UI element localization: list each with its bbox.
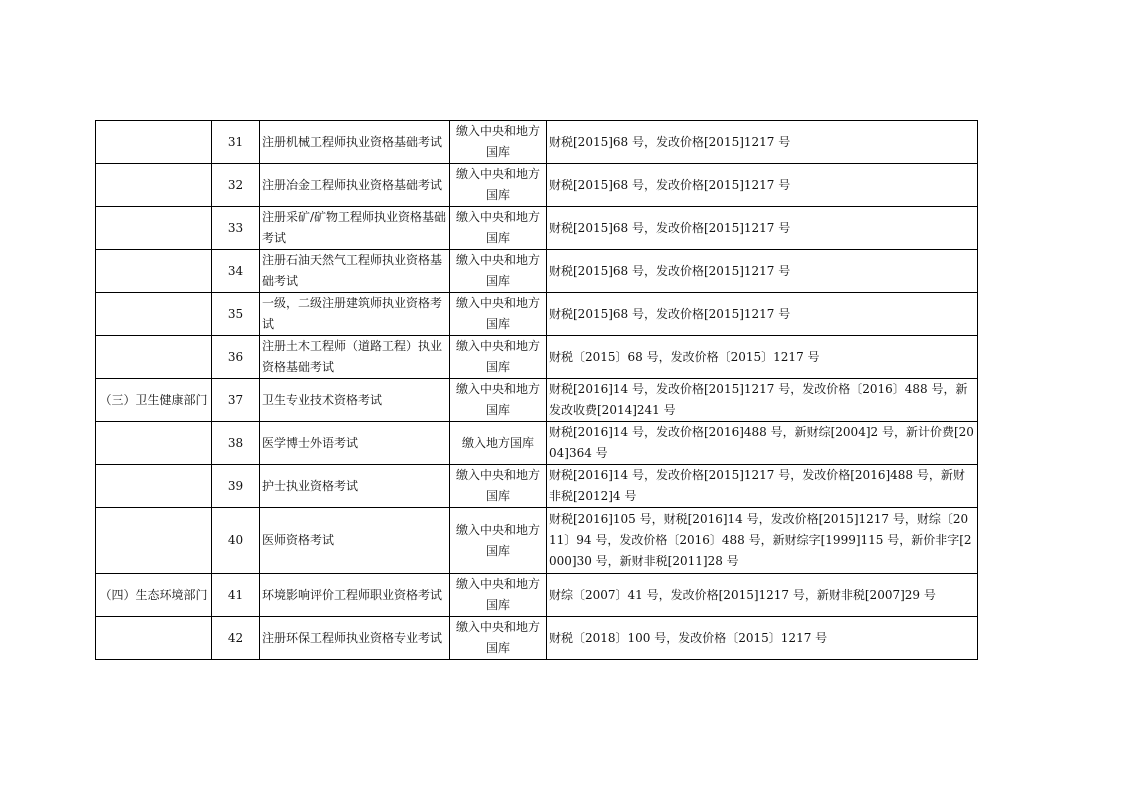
treasury-cell: 缴入地方国库 bbox=[450, 422, 547, 465]
table-row bbox=[96, 574, 978, 617]
table-row bbox=[96, 293, 978, 336]
department-cell bbox=[96, 617, 212, 660]
serial-number-cell: 38 bbox=[212, 422, 260, 465]
fee-table bbox=[95, 120, 978, 660]
treasury-cell: 缴入中央和地方国库 bbox=[450, 574, 547, 617]
serial-number-cell: 37 bbox=[212, 379, 260, 422]
department-cell bbox=[96, 336, 212, 379]
fee-table-body bbox=[96, 121, 978, 660]
treasury-cell: 缴入中央和地方国库 bbox=[450, 336, 547, 379]
serial-number-cell: 32 bbox=[212, 164, 260, 207]
exam-name-cell: 注册石油天然气工程师执业资格基础考试 bbox=[260, 250, 450, 293]
treasury-cell: 缴入中央和地方国库 bbox=[450, 379, 547, 422]
table-row bbox=[96, 164, 978, 207]
serial-number-cell: 34 bbox=[212, 250, 260, 293]
treasury-cell: 缴入中央和地方国库 bbox=[450, 617, 547, 660]
exam-name-cell: 注册采矿/矿物工程师执业资格基础考试 bbox=[260, 207, 450, 250]
serial-number-cell: 35 bbox=[212, 293, 260, 336]
table-row bbox=[96, 617, 978, 660]
table-row bbox=[96, 207, 978, 250]
exam-name-cell: 医师资格考试 bbox=[260, 508, 450, 574]
exam-name-cell: 卫生专业技术资格考试 bbox=[260, 379, 450, 422]
policy-basis-cell: 财税〔2018〕100 号，发改价格〔2015〕1217 号 bbox=[547, 617, 978, 660]
department-cell bbox=[96, 164, 212, 207]
table-row bbox=[96, 465, 978, 508]
exam-name-cell: 医学博士外语考试 bbox=[260, 422, 450, 465]
treasury-cell: 缴入中央和地方国库 bbox=[450, 293, 547, 336]
department-cell bbox=[96, 293, 212, 336]
treasury-cell: 缴入中央和地方国库 bbox=[450, 465, 547, 508]
department-cell bbox=[96, 121, 212, 164]
serial-number-cell: 42 bbox=[212, 617, 260, 660]
table-row bbox=[96, 121, 978, 164]
policy-basis-cell: 财税[2015]68 号，发改价格[2015]1217 号 bbox=[547, 207, 978, 250]
department-cell: （四）生态环境部门 bbox=[96, 574, 212, 617]
treasury-cell: 缴入中央和地方国库 bbox=[450, 207, 547, 250]
table-row bbox=[96, 422, 978, 465]
exam-name-cell: 注册机械工程师执业资格基础考试 bbox=[260, 121, 450, 164]
serial-number-cell: 33 bbox=[212, 207, 260, 250]
table-row bbox=[96, 379, 978, 422]
policy-basis-cell: 财税[2015]68 号，发改价格[2015]1217 号 bbox=[547, 250, 978, 293]
department-cell: （三）卫生健康部门 bbox=[96, 379, 212, 422]
treasury-cell: 缴入中央和地方国库 bbox=[450, 508, 547, 574]
policy-basis-cell: 财税[2016]14 号，发改价格[2015]1217 号，发改价格〔2016〕488 号，新发改收费[2014]241 号 bbox=[547, 379, 978, 422]
table-row bbox=[96, 250, 978, 293]
treasury-cell: 缴入中央和地方国库 bbox=[450, 250, 547, 293]
treasury-cell: 缴入中央和地方国库 bbox=[450, 121, 547, 164]
serial-number-cell: 31 bbox=[212, 121, 260, 164]
policy-basis-cell: 财税[2015]68 号，发改价格[2015]1217 号 bbox=[547, 293, 978, 336]
serial-number-cell: 36 bbox=[212, 336, 260, 379]
exam-name-cell: 护士执业资格考试 bbox=[260, 465, 450, 508]
policy-basis-cell: 财税[2015]68 号，发改价格[2015]1217 号 bbox=[547, 164, 978, 207]
department-cell bbox=[96, 508, 212, 574]
policy-basis-cell: 财综〔2007〕41 号，发改价格[2015]1217 号，新财非税[2007]29 号 bbox=[547, 574, 978, 617]
serial-number-cell: 41 bbox=[212, 574, 260, 617]
exam-name-cell: 一级，二级注册建筑师执业资格考试 bbox=[260, 293, 450, 336]
policy-basis-cell: 财税[2016]14 号，发改价格[2015]1217 号，发改价格[2016]488 号，新财非税[2012]4 号 bbox=[547, 465, 978, 508]
table-row bbox=[96, 508, 978, 574]
exam-name-cell: 注册冶金工程师执业资格基础考试 bbox=[260, 164, 450, 207]
policy-basis-cell: 财税〔2015〕68 号，发改价格〔2015〕1217 号 bbox=[547, 336, 978, 379]
policy-basis-cell: 财税[2015]68 号，发改价格[2015]1217 号 bbox=[547, 121, 978, 164]
exam-name-cell: 环境影响评价工程师职业资格考试 bbox=[260, 574, 450, 617]
policy-basis-cell: 财税[2016]14 号，发改价格[2016]488 号，新财综[2004]2 号，新计价费[2004]364 号 bbox=[547, 422, 978, 465]
treasury-cell: 缴入中央和地方国库 bbox=[450, 164, 547, 207]
department-cell bbox=[96, 250, 212, 293]
serial-number-cell: 39 bbox=[212, 465, 260, 508]
policy-basis-cell: 财税[2016]105 号，财税[2016]14 号，发改价格[2015]1217 号，财综〔2011〕94 号，发改价格〔2016〕488 号，新财综字[1999]115 号，新价非字[2000]30 号，新财非税[2011]28 号 bbox=[547, 508, 978, 574]
department-cell bbox=[96, 422, 212, 465]
serial-number-cell: 40 bbox=[212, 508, 260, 574]
department-cell bbox=[96, 465, 212, 508]
table-row bbox=[96, 336, 978, 379]
exam-name-cell: 注册环保工程师执业资格专业考试 bbox=[260, 617, 450, 660]
department-cell bbox=[96, 207, 212, 250]
exam-name-cell: 注册土木工程师（道路工程）执业资格基础考试 bbox=[260, 336, 450, 379]
